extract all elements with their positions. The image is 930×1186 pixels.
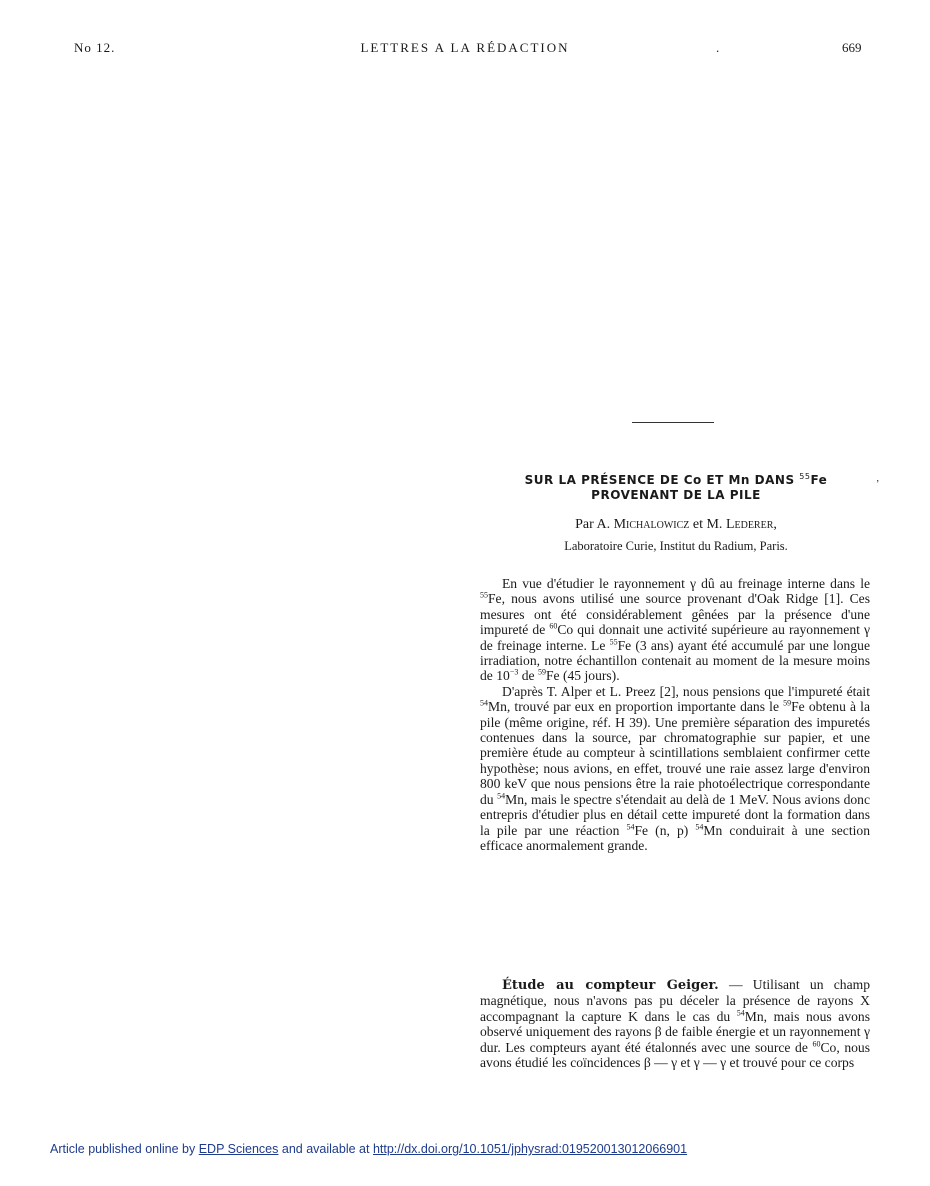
running-header-issue: No 12. <box>74 40 116 55</box>
scan-speck: ʼ <box>876 479 880 490</box>
publication-footer <box>50 1142 687 1156</box>
footer-text-2: and available at <box>281 1142 370 1156</box>
page-number: 669 <box>842 40 862 55</box>
article-title-line-1 <box>480 472 872 487</box>
paragraph-3-text: — Utilisant un champ magnétique, nous n'avons pas pu déceler la présence de rayons X accompagnant la capture K dans le cas du $^{54}$Mn, mais nous avons observé uniquement des rayons β de faible énergie et un rayonnement γ dur. Les compteurs ayant été étalonnés avec une source de $^{60}$Co, nous avons étudié les coïncidences β — γ et γ — γ et trouvé pour ce corps <box>480 977 871 1071</box>
paragraph-1: En vue d'étudier le rayonnement γ dû au freinage interne dans le $^{55}$Fe, nous avons utilisé une source provenant d'Oak Ridge [1]. Ces mesures ont été considérablement gênées par la présence d'une impureté de $^{60}$Co qui donnait une activité supérieure au rayonnement γ de freinage interne. Le $^{55}$Fe (3 ans) ayant été accumulé par une longue irradiation, notre échantillon contenait au moment de la mesure moins de $10^{-3}$ de $^{59}$Fe (45 jours). <box>480 576 870 684</box>
section-heading-geiger: Étude au compteur Geiger. <box>502 978 719 993</box>
body-column-top <box>480 576 870 853</box>
authors-conjunction: et M. <box>692 517 723 532</box>
author-2-name: Lederer, <box>725 517 777 532</box>
footer-text-1: Article published online by <box>50 1142 196 1156</box>
title-text-b: Fe <box>810 473 828 487</box>
author-1-name: Michalowicz <box>613 517 690 532</box>
doi-link[interactable]: http://dx.doi.org/10.1051/jphysrad:019520013012066901 <box>372 1142 688 1156</box>
running-header-title: LETTRES A LA RÉDACTION <box>360 40 570 55</box>
section-divider-rule <box>632 422 714 423</box>
author-line <box>480 517 872 533</box>
body-column-bottom <box>480 977 870 1070</box>
paragraph-3 <box>480 977 870 1070</box>
header-dot-mark: . <box>716 40 720 55</box>
paragraph-2: D'après T. Alper et L. Preez [2], nous pensions que l'impureté était $^{54}$Mn, trouvé par eux en proportion importante dans le $^{59}$Fe obtenu à la pile (même origine, réf. H 39). Une première séparation des impuretés contenues dans la source, par chromatographie sur papier, et une première étude au compteur à scintillations semblaient confirmer cette hypothèse; nous avions, en effet, trouvé une raie assez large d'environ 800 keV que nous pensions être la raie photoélectrique correspondante du $^{54}$Mn, mais le spectre s'étendait au delà de 1 MeV. Nous avions donc entrepris d'étudier plus en détail cette impureté dont la formation dans la pile par une réaction $^{54}$Fe (n, p) $^{54}$Mn conduirait à une section efficace anormalement grande. <box>480 683 870 853</box>
title-text-a: SUR LA PRÉSENCE DE Co ET Mn DANS <box>524 473 795 487</box>
article-title-line-2: PROVENANT DE LA PILE <box>591 488 761 502</box>
affiliation: Laboratoire Curie, Institut du Radium, Paris. <box>564 539 788 553</box>
edp-sciences-link[interactable]: EDP Sciences <box>198 1142 279 1156</box>
authors-prefix: Par A. <box>575 517 611 532</box>
title-isotope-mass: 55 <box>799 472 811 481</box>
